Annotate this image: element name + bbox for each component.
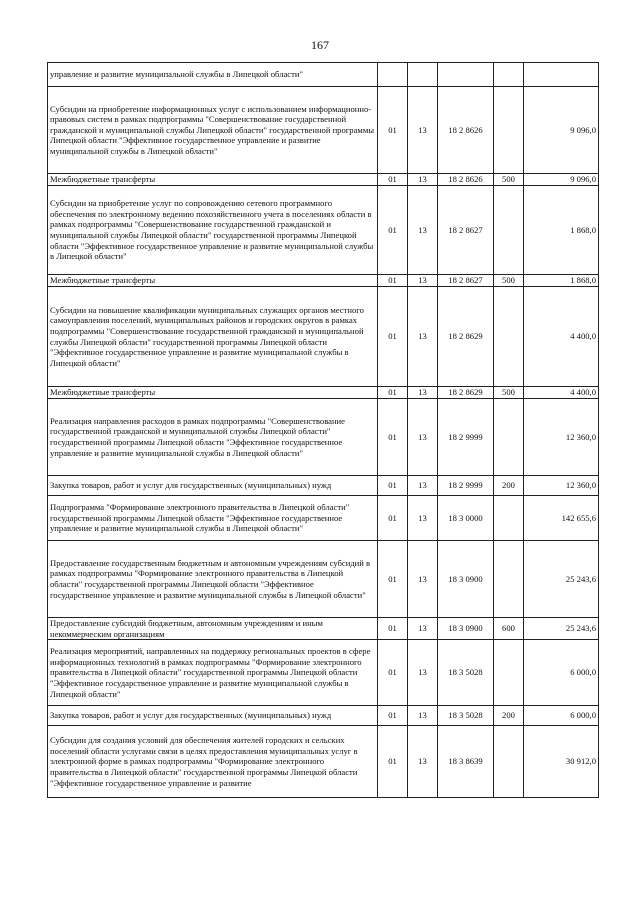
expense-type-code-cell (494, 63, 524, 87)
target-item-code-cell: 18 2 9999 (438, 399, 494, 476)
subsection-code-cell: 13 (408, 640, 438, 706)
subsection-code-cell: 13 (408, 387, 438, 399)
target-item-code-cell (438, 63, 494, 87)
amount-cell: 6 000,0 (524, 640, 599, 706)
row-name-cell: Подпрограмма "Формирование электронного правительства в Липецкой области" государственной программы Липецкой области "Эффективное государственное управление и развитие муниципальной службы в Липецкой области" (48, 496, 378, 541)
amount-cell: 1 868,0 (524, 275, 599, 287)
row-name-cell: Предоставление субсидий бюджетным, автономным учреждениям и иным некоммерческим организациям (48, 618, 378, 640)
amount-cell: 4 400,0 (524, 387, 599, 399)
section-code-cell: 01 (378, 174, 408, 186)
expense-type-code-cell: 500 (494, 275, 524, 287)
amount-cell: 25 243,6 (524, 541, 599, 618)
table-row (48, 726, 599, 798)
amount-cell: 142 655,6 (524, 496, 599, 541)
amount-cell: 6 000,0 (524, 706, 599, 726)
table-row (48, 399, 599, 476)
table-row (48, 618, 599, 640)
table-row (48, 63, 599, 87)
expense-type-code-cell: 200 (494, 476, 524, 496)
table-row (48, 541, 599, 618)
section-code-cell: 01 (378, 87, 408, 174)
row-name-cell: Субсидии на приобретение информационных услуг с использованием информационно-правовых систем в рамках подпрограммы "Совершенствование государственной гражданской и муниципальной службы Липецкой области" государственной программы Липецкой области "Эффективное государственное управление и развитие муниципальной службы в Липецкой области" (48, 87, 378, 174)
expense-type-code-cell (494, 399, 524, 476)
amount-cell: 12 360,0 (524, 476, 599, 496)
subsection-code-cell: 13 (408, 476, 438, 496)
expense-type-code-cell (494, 87, 524, 174)
row-name-cell: Закупка товаров, работ и услуг для государственных (муниципальных) нужд (48, 476, 378, 496)
row-name-cell: Субсидии для создания условий для обеспечения жителей городских и сельских поселений области услугами связи в целях предоставления муниципальных услуг в электронной форме в рамках подпрограммы "Формирование электронного правительства в Липецкой области" государственной программы Липецкой области "Эффективное государственное управление и развитие (48, 726, 378, 798)
target-item-code-cell: 18 3 0900 (438, 618, 494, 640)
target-item-code-cell: 18 3 5028 (438, 706, 494, 726)
section-code-cell: 01 (378, 387, 408, 399)
budget-table (47, 62, 599, 798)
section-code-cell: 01 (378, 541, 408, 618)
budget-table-body (48, 63, 599, 798)
section-code-cell: 01 (378, 640, 408, 706)
expense-type-code-cell (494, 640, 524, 706)
table-row (48, 174, 599, 186)
section-code-cell: 01 (378, 399, 408, 476)
subsection-code-cell: 13 (408, 287, 438, 387)
target-item-code-cell: 18 2 8627 (438, 275, 494, 287)
subsection-code-cell: 13 (408, 275, 438, 287)
table-row (48, 87, 599, 174)
section-code-cell: 01 (378, 287, 408, 387)
target-item-code-cell: 18 2 9999 (438, 476, 494, 496)
expense-type-code-cell: 500 (494, 387, 524, 399)
row-name-cell: управление и развитие муниципальной службы в Липецкой области" (48, 63, 378, 87)
section-code-cell: 01 (378, 618, 408, 640)
amount-cell: 12 360,0 (524, 399, 599, 476)
target-item-code-cell: 18 2 8626 (438, 174, 494, 186)
table-row (48, 275, 599, 287)
expense-type-code-cell (494, 186, 524, 275)
section-code-cell (378, 63, 408, 87)
target-item-code-cell: 18 2 8627 (438, 186, 494, 275)
subsection-code-cell: 13 (408, 87, 438, 174)
subsection-code-cell (408, 63, 438, 87)
expense-type-code-cell: 500 (494, 174, 524, 186)
amount-cell: 25 243,6 (524, 618, 599, 640)
expense-type-code-cell (494, 287, 524, 387)
row-name-cell: Межбюджетные трансферты (48, 174, 378, 186)
amount-cell: 30 912,0 (524, 726, 599, 798)
expense-type-code-cell (494, 541, 524, 618)
table-row (48, 186, 599, 275)
expense-type-code-cell: 600 (494, 618, 524, 640)
target-item-code-cell: 18 3 0000 (438, 496, 494, 541)
section-code-cell: 01 (378, 726, 408, 798)
row-name-cell: Межбюджетные трансферты (48, 275, 378, 287)
expense-type-code-cell (494, 726, 524, 798)
subsection-code-cell: 13 (408, 618, 438, 640)
amount-cell: 4 400,0 (524, 287, 599, 387)
section-code-cell: 01 (378, 186, 408, 275)
row-name-cell: Предоставление государственным бюджетным и автономным учреждениям субсидий в рамках подпрограммы "Формирование электронного правительства в Липецкой области" государственной программы Липецкой области "Эффективное государственное управление и развитие муниципальной службы в Липецкой области" (48, 541, 378, 618)
subsection-code-cell: 13 (408, 174, 438, 186)
row-name-cell: Межбюджетные трансферты (48, 387, 378, 399)
table-row (48, 287, 599, 387)
page-number: 167 (311, 38, 329, 52)
amount-cell: 9 096,0 (524, 174, 599, 186)
amount-cell: 1 868,0 (524, 186, 599, 275)
section-code-cell: 01 (378, 275, 408, 287)
row-name-cell: Субсидии на повышение квалификации муниципальных служащих органов местного самоуправления поселений, муниципальных районов и городских округов в рамках подпрограммы "Совершенствование государственной гражданской и муниципальной службы Липецкой области" государственной программы Липецкой области "Эффективное государственное управление и развитие муниципальной службы в Липецкой области" (48, 287, 378, 387)
subsection-code-cell: 13 (408, 726, 438, 798)
subsection-code-cell: 13 (408, 496, 438, 541)
row-name-cell: Реализация мероприятий, направленных на поддержку региональных проектов в сфере информационных технологий в рамках подпрограммы "Формирование электронного правительства в Липецкой области" государственной программы Липецкой области "Эффективное государственное управление и развитие муниципальной службы в Липецкой области" (48, 640, 378, 706)
expense-type-code-cell (494, 496, 524, 541)
target-item-code-cell: 18 2 8629 (438, 387, 494, 399)
row-name-cell: Реализация направления расходов в рамках подпрограммы "Совершенствование государственной гражданской и муниципальной службы Липецкой области" государственной программы Липецкой области "Эффективное государственное управление и развитие муниципальной службы в Липецкой области" (48, 399, 378, 476)
table-row (48, 640, 599, 706)
table-row (48, 387, 599, 399)
table-row (48, 476, 599, 496)
subsection-code-cell: 13 (408, 186, 438, 275)
subsection-code-cell: 13 (408, 706, 438, 726)
subsection-code-cell: 13 (408, 541, 438, 618)
section-code-cell: 01 (378, 706, 408, 726)
section-code-cell: 01 (378, 496, 408, 541)
target-item-code-cell: 18 3 8639 (438, 726, 494, 798)
section-code-cell: 01 (378, 476, 408, 496)
row-name-cell: Закупка товаров, работ и услуг для государственных (муниципальных) нужд (48, 706, 378, 726)
table-row (48, 706, 599, 726)
amount-cell: 9 096,0 (524, 87, 599, 174)
target-item-code-cell: 18 3 0900 (438, 541, 494, 618)
amount-cell (524, 63, 599, 87)
expense-type-code-cell: 200 (494, 706, 524, 726)
table-row (48, 496, 599, 541)
target-item-code-cell: 18 2 8629 (438, 287, 494, 387)
row-name-cell: Субсидии на приобретение услуг по сопровождению сетевого программного обеспечения по электронному ведению похозяйственного учета в поселениях области в рамках подпрограммы "Совершенствование государственной гражданской и муниципальной службы Липецкой области" государственной программы Липецкой области "Эффективное государственное управление и развитие муниципальной службы в Липецкой области" (48, 186, 378, 275)
target-item-code-cell: 18 2 8626 (438, 87, 494, 174)
target-item-code-cell: 18 3 5028 (438, 640, 494, 706)
subsection-code-cell: 13 (408, 399, 438, 476)
